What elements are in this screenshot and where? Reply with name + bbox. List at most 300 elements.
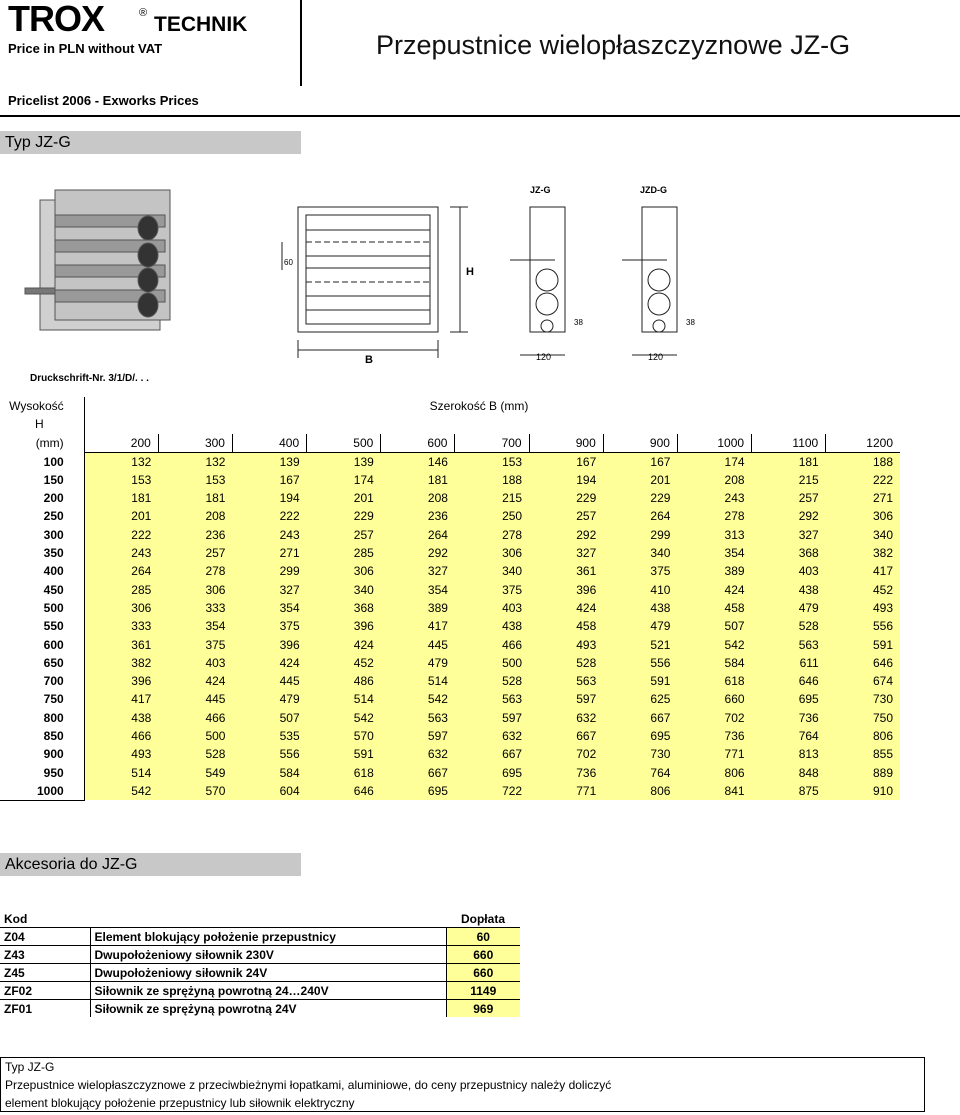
side-view-jzg: [510, 207, 565, 355]
price-note: Price in PLN without VAT: [8, 41, 163, 56]
price-cell: 417: [84, 690, 158, 708]
price-row: [0, 452, 900, 470]
accessory-description: Siłownik ze sprężyną powrotną 24…240V: [90, 982, 446, 1000]
width-header-cell: 400: [232, 434, 306, 453]
trox-logo: [8, 2, 270, 36]
price-cell: 702: [529, 745, 603, 763]
accessory-code: Z45: [0, 964, 90, 982]
price-cell: 243: [677, 489, 751, 507]
price-cell: 250: [455, 507, 529, 525]
price-cell: 646: [307, 782, 381, 800]
height-cell: 750: [0, 690, 84, 708]
price-row: [0, 580, 900, 598]
height-cell: 700: [0, 672, 84, 690]
price-row: [0, 690, 900, 708]
price-cell: 584: [232, 763, 306, 781]
price-cell: 354: [158, 617, 232, 635]
price-cell: 285: [307, 544, 381, 562]
price-cell: 563: [529, 672, 603, 690]
price-cell: 570: [158, 782, 232, 800]
accessory-price: 60: [446, 928, 520, 946]
price-cell: 591: [603, 672, 677, 690]
price-cell: 243: [84, 544, 158, 562]
section-title-accessories: Akcesoria do JZ-G: [0, 853, 301, 876]
price-cell: 257: [158, 544, 232, 562]
price-cell: 188: [826, 452, 900, 470]
price-cell: 236: [158, 526, 232, 544]
price-cell: 764: [752, 727, 826, 745]
price-cell: 354: [381, 580, 455, 598]
price-cell: 153: [84, 471, 158, 489]
price-cell: 417: [826, 562, 900, 580]
width-header-cell: 200: [84, 434, 158, 453]
header-rule: [0, 115, 960, 117]
price-cell: 750: [826, 709, 900, 727]
price-cell: 375: [232, 617, 306, 635]
price-cell: 167: [232, 471, 306, 489]
svg-text:60: 60: [284, 258, 293, 267]
price-cell: 278: [677, 507, 751, 525]
price-cell: 375: [158, 635, 232, 653]
price-cell: 591: [826, 635, 900, 653]
note-line-2: element blokujący położenie przepustnicy lub siłownik elektryczny: [5, 1096, 355, 1110]
height-cell: 450: [0, 580, 84, 598]
price-cell: 604: [232, 782, 306, 800]
accessory-price: 660: [446, 946, 520, 964]
price-cell: 591: [307, 745, 381, 763]
price-cell: 396: [232, 635, 306, 653]
price-cell: 702: [677, 709, 751, 727]
document-title: Przepustnice wielopłaszczyznowe JZ-G: [376, 30, 851, 60]
price-cell: 208: [158, 507, 232, 525]
height-cell: 200: [0, 489, 84, 507]
price-cell: 403: [158, 654, 232, 672]
price-cell: 354: [677, 544, 751, 562]
price-cell: 556: [232, 745, 306, 763]
price-cell: 340: [826, 526, 900, 544]
accessory-price: 1149: [446, 982, 520, 1000]
accessory-row: [0, 999, 520, 1017]
price-row: [0, 544, 900, 562]
accessory-code: Z43: [0, 946, 90, 964]
price-cell: 667: [529, 727, 603, 745]
price-cell: 563: [455, 690, 529, 708]
price-cell: 625: [603, 690, 677, 708]
height-cell: 150: [0, 471, 84, 489]
price-cell: 396: [307, 617, 381, 635]
price-cell: 167: [603, 452, 677, 470]
width-header-cell: 500: [307, 434, 381, 453]
price-cell: 264: [381, 526, 455, 544]
price-cell: 479: [752, 599, 826, 617]
price-cell: 306: [84, 599, 158, 617]
row-header-mid: H: [0, 415, 84, 433]
price-cell: 841: [677, 782, 751, 800]
price-cell: 292: [381, 544, 455, 562]
price-cell: 139: [232, 452, 306, 470]
price-cell: 285: [84, 580, 158, 598]
price-cell: 445: [232, 672, 306, 690]
price-cell: 514: [307, 690, 381, 708]
price-cell: 667: [455, 745, 529, 763]
price-cell: 174: [677, 452, 751, 470]
price-cell: 327: [232, 580, 306, 598]
price-cell: 611: [752, 654, 826, 672]
price-cell: 264: [603, 507, 677, 525]
price-cell: 271: [826, 489, 900, 507]
price-cell: 445: [381, 635, 455, 653]
price-cell: 424: [232, 654, 306, 672]
price-cell: 389: [381, 599, 455, 617]
price-cell: 549: [158, 763, 232, 781]
price-cell: 730: [603, 745, 677, 763]
price-cell: 500: [158, 727, 232, 745]
price-cell: 528: [455, 672, 529, 690]
svg-text:38: 38: [574, 318, 583, 327]
price-cell: 556: [826, 617, 900, 635]
price-cell: 361: [529, 562, 603, 580]
svg-text:H: H: [466, 266, 474, 278]
price-cell: 368: [752, 544, 826, 562]
price-cell: 292: [529, 526, 603, 544]
price-row: [0, 507, 900, 525]
width-header-cell: 1000: [677, 434, 751, 453]
price-cell: 215: [455, 489, 529, 507]
price-cell: 201: [307, 489, 381, 507]
price-table: [0, 397, 900, 801]
price-cell: 292: [752, 507, 826, 525]
height-cell: 1000: [0, 782, 84, 800]
svg-text:TECHNIK: TECHNIK: [154, 13, 248, 36]
height-cell: 850: [0, 727, 84, 745]
price-row: [0, 727, 900, 745]
price-row: [0, 654, 900, 672]
price-cell: 167: [529, 452, 603, 470]
accessory-row: [0, 928, 520, 946]
price-cell: 146: [381, 452, 455, 470]
price-cell: 333: [84, 617, 158, 635]
price-cell: 528: [158, 745, 232, 763]
price-cell: 507: [232, 709, 306, 727]
price-cell: 514: [84, 763, 158, 781]
price-cell: 403: [752, 562, 826, 580]
price-cell: 243: [232, 526, 306, 544]
price-cell: 597: [381, 727, 455, 745]
price-cell: 542: [677, 635, 751, 653]
price-cell: 479: [381, 654, 455, 672]
price-cell: 264: [84, 562, 158, 580]
price-cell: 806: [677, 763, 751, 781]
price-cell: 194: [232, 489, 306, 507]
price-cell: 153: [455, 452, 529, 470]
price-cell: 396: [529, 580, 603, 598]
price-cell: 257: [752, 489, 826, 507]
price-cell: 181: [752, 452, 826, 470]
price-cell: 236: [381, 507, 455, 525]
price-cell: 542: [84, 782, 158, 800]
accessory-description: Element blokujący położenie przepustnicy: [90, 928, 446, 946]
price-cell: 438: [603, 599, 677, 617]
price-cell: 542: [381, 690, 455, 708]
svg-text:JZ-G: JZ-G: [530, 185, 551, 195]
height-cell: 400: [0, 562, 84, 580]
price-cell: 466: [84, 727, 158, 745]
price-cell: 368: [307, 599, 381, 617]
price-cell: 382: [826, 544, 900, 562]
price-cell: 382: [84, 654, 158, 672]
svg-text:B: B: [365, 354, 373, 366]
price-cell: 222: [232, 507, 306, 525]
svg-text:38: 38: [686, 318, 695, 327]
price-cell: 132: [158, 452, 232, 470]
accessory-description: Dwupołożeniowy siłownik 230V: [90, 946, 446, 964]
price-row: [0, 526, 900, 544]
svg-text:Druckschrift-Nr. 3/1/D/. . .: Druckschrift-Nr. 3/1/D/. . .: [30, 373, 149, 384]
price-cell: 889: [826, 763, 900, 781]
price-cell: 452: [307, 654, 381, 672]
price-cell: 222: [84, 526, 158, 544]
price-cell: 229: [529, 489, 603, 507]
damper-photo: [25, 190, 170, 330]
price-cell: 632: [381, 745, 455, 763]
price-cell: 340: [603, 544, 677, 562]
svg-text:120: 120: [648, 352, 664, 362]
price-cell: 736: [752, 709, 826, 727]
price-cell: 584: [677, 654, 751, 672]
width-header-cell: 600: [381, 434, 455, 453]
price-cell: 278: [455, 526, 529, 544]
price-cell: 660: [677, 690, 751, 708]
price-cell: 466: [455, 635, 529, 653]
price-cell: 375: [455, 580, 529, 598]
price-cell: 424: [677, 580, 751, 598]
price-cell: 181: [84, 489, 158, 507]
price-cell: 424: [307, 635, 381, 653]
price-cell: 201: [84, 507, 158, 525]
accessory-price-header: Dopłata: [446, 910, 520, 928]
width-header-cell: 900: [603, 434, 677, 453]
price-cell: 215: [752, 471, 826, 489]
price-cell: 632: [529, 709, 603, 727]
accessory-description: Dwupołożeniowy siłownik 24V: [90, 964, 446, 982]
row-header-unit: (mm): [0, 434, 84, 453]
width-header-cell: 700: [455, 434, 529, 453]
accessory-price: 660: [446, 964, 520, 982]
price-cell: 306: [307, 562, 381, 580]
width-header-cell: 1100: [752, 434, 826, 453]
price-cell: 438: [752, 580, 826, 598]
price-cell: 597: [455, 709, 529, 727]
row-header-top: Wysokość: [0, 397, 84, 415]
price-cell: 528: [752, 617, 826, 635]
height-cell: 900: [0, 745, 84, 763]
price-cell: 333: [158, 599, 232, 617]
price-cell: 764: [603, 763, 677, 781]
price-cell: 597: [529, 690, 603, 708]
price-cell: 771: [677, 745, 751, 763]
svg-text:120: 120: [536, 352, 552, 362]
price-cell: 514: [381, 672, 455, 690]
price-cell: 313: [677, 526, 751, 544]
price-cell: 424: [158, 672, 232, 690]
price-cell: 229: [603, 489, 677, 507]
price-cell: 445: [158, 690, 232, 708]
price-cell: 257: [307, 526, 381, 544]
price-cell: 667: [603, 709, 677, 727]
price-cell: 375: [603, 562, 677, 580]
width-header-cell: 1200: [826, 434, 900, 453]
price-cell: 340: [307, 580, 381, 598]
price-cell: 452: [826, 580, 900, 598]
height-cell: 950: [0, 763, 84, 781]
price-cell: 806: [603, 782, 677, 800]
price-row: [0, 635, 900, 653]
accessory-row: [0, 982, 520, 1000]
price-cell: 695: [752, 690, 826, 708]
price-cell: 278: [158, 562, 232, 580]
price-cell: 695: [603, 727, 677, 745]
price-cell: 299: [603, 526, 677, 544]
price-cell: 646: [826, 654, 900, 672]
price-cell: 201: [603, 471, 677, 489]
price-cell: 875: [752, 782, 826, 800]
price-cell: 327: [381, 562, 455, 580]
price-cell: 306: [826, 507, 900, 525]
height-cell: 250: [0, 507, 84, 525]
price-cell: 695: [455, 763, 529, 781]
price-cell: 479: [232, 690, 306, 708]
accessories-table: [0, 910, 520, 1017]
price-row: [0, 599, 900, 617]
accessory-code: ZF02: [0, 982, 90, 1000]
price-cell: 299: [232, 562, 306, 580]
price-row: [0, 763, 900, 781]
accessory-description: Siłownik ze sprężyną powrotną 24V: [90, 999, 446, 1017]
accessory-code-header: Kod: [4, 911, 28, 926]
width-header-cell: 900: [529, 434, 603, 453]
price-cell: 493: [529, 635, 603, 653]
price-cell: 327: [752, 526, 826, 544]
price-row: [0, 489, 900, 507]
price-cell: 632: [455, 727, 529, 745]
price-cell: 132: [84, 452, 158, 470]
price-cell: 222: [826, 471, 900, 489]
price-cell: 500: [455, 654, 529, 672]
height-cell: 350: [0, 544, 84, 562]
price-cell: 667: [381, 763, 455, 781]
price-cell: 410: [603, 580, 677, 598]
price-cell: 396: [84, 672, 158, 690]
accessory-row: [0, 946, 520, 964]
svg-text:JZD-G: JZD-G: [640, 185, 667, 195]
price-cell: 674: [826, 672, 900, 690]
width-header-title: Szerokość B (mm): [84, 397, 900, 415]
height-cell: 800: [0, 709, 84, 727]
height-cell: 550: [0, 617, 84, 635]
price-cell: 174: [307, 471, 381, 489]
header-divider: [300, 0, 302, 86]
price-cell: 208: [381, 489, 455, 507]
price-cell: 327: [529, 544, 603, 562]
price-row: [0, 672, 900, 690]
price-cell: 695: [381, 782, 455, 800]
price-cell: 403: [455, 599, 529, 617]
price-cell: 208: [677, 471, 751, 489]
price-cell: 458: [677, 599, 751, 617]
price-cell: 417: [381, 617, 455, 635]
note-title: Typ JZ-G: [5, 1060, 55, 1074]
price-cell: 466: [158, 709, 232, 727]
note-line-1: Przepustnice wielopłaszczyznowe z przeciwbieżnymi łopatkami, aluminiowe, do ceny przepustnicy należy doliczyć: [5, 1078, 612, 1092]
price-cell: 736: [677, 727, 751, 745]
price-cell: 361: [84, 635, 158, 653]
price-cell: 910: [826, 782, 900, 800]
price-cell: 340: [455, 562, 529, 580]
height-cell: 300: [0, 526, 84, 544]
price-cell: 479: [603, 617, 677, 635]
damper-front-view: [282, 207, 468, 358]
price-cell: 813: [752, 745, 826, 763]
side-view-jzdg: [622, 207, 677, 355]
price-cell: 855: [826, 745, 900, 763]
price-cell: 618: [677, 672, 751, 690]
price-cell: 556: [603, 654, 677, 672]
price-cell: 736: [529, 763, 603, 781]
height-cell: 500: [0, 599, 84, 617]
height-cell: 600: [0, 635, 84, 653]
price-cell: 521: [603, 635, 677, 653]
price-cell: 542: [307, 709, 381, 727]
accessory-code: ZF01: [0, 999, 90, 1017]
accessory-code: Z04: [0, 928, 90, 946]
price-cell: 618: [307, 763, 381, 781]
price-cell: 722: [455, 782, 529, 800]
width-header-cell: 300: [158, 434, 232, 453]
price-row: [0, 745, 900, 763]
price-cell: 507: [677, 617, 751, 635]
price-cell: 570: [307, 727, 381, 745]
price-cell: 354: [232, 599, 306, 617]
price-cell: 257: [529, 507, 603, 525]
svg-text:TROX: TROX: [8, 2, 105, 36]
price-cell: 188: [455, 471, 529, 489]
price-cell: 153: [158, 471, 232, 489]
price-cell: 181: [381, 471, 455, 489]
price-cell: 493: [826, 599, 900, 617]
price-row: [0, 782, 900, 800]
note-box: [0, 1057, 925, 1112]
price-cell: 563: [752, 635, 826, 653]
height-cell: 650: [0, 654, 84, 672]
price-cell: 646: [752, 672, 826, 690]
price-row: [0, 562, 900, 580]
price-cell: 424: [529, 599, 603, 617]
height-cell: 100: [0, 452, 84, 470]
price-cell: 486: [307, 672, 381, 690]
price-row: [0, 471, 900, 489]
price-cell: 848: [752, 763, 826, 781]
price-row: [0, 709, 900, 727]
price-cell: 306: [455, 544, 529, 562]
price-cell: 535: [232, 727, 306, 745]
price-cell: 771: [529, 782, 603, 800]
accessory-row: [0, 964, 520, 982]
price-cell: 438: [84, 709, 158, 727]
price-cell: 493: [84, 745, 158, 763]
accessory-price: 969: [446, 999, 520, 1017]
price-cell: 271: [232, 544, 306, 562]
price-cell: 194: [529, 471, 603, 489]
